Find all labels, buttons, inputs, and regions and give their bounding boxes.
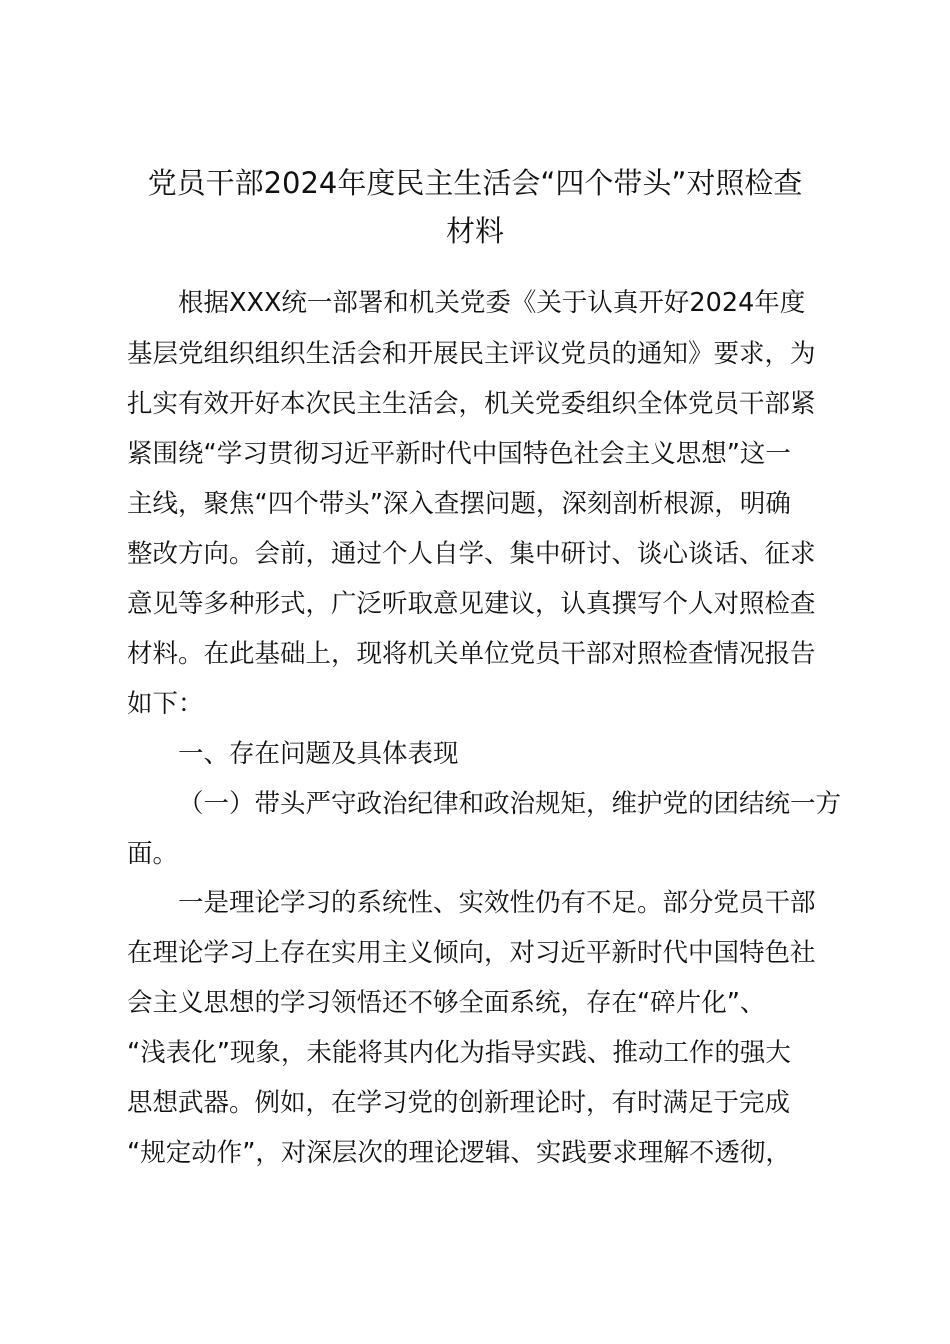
text-line: “浅表化”现象，未能将其内化为指导实践、推动工作的强大 — [127, 1038, 791, 1068]
text-line: 紧围绕“学习贯彻习近平新时代中国特色社会主义思想”这一 — [127, 439, 791, 469]
text-line: 如下： — [127, 689, 204, 719]
text-line: 在理论学习上存在实用主义倾向，对习近平新时代中国特色社 — [127, 938, 816, 968]
text-line: 整改方向。会前，通过个人自学、集中研讨、谈心谈话、征求 — [127, 539, 816, 569]
text-line: 根据XXX统一部署和机关党委《关于认真开好2024年度 — [178, 288, 806, 318]
text-line: 材料。在此基础上，现将机关单位党员干部对照检查情况报告 — [127, 639, 816, 669]
text-line: “规定动作”，对深层次的理论逻辑、实践要求理解不透彻， — [127, 1138, 791, 1168]
document-title-line-1: 党员干部2024年度民主生活会“四个带头”对照检查 — [147, 166, 803, 200]
heading-line: 一、存在问题及具体表现 — [178, 739, 459, 769]
text-line: 扎实有效开好本次民主生活会，机关党委组织全体党员干部紧 — [127, 389, 816, 419]
text-line: （一）带头严守政治纪律和政治规矩，维护党的团结统一方 — [178, 789, 842, 819]
text-line: 主线，聚焦“四个带头”深入查摆问题，深刻剖析根源，明确 — [127, 489, 791, 519]
text-line: 面。 — [127, 839, 179, 869]
text-line: 会主义思想的学习领悟还不够全面系统，存在“碎片化”、 — [127, 988, 766, 1018]
document-title-line-2: 材料 — [445, 214, 504, 248]
text-line: 意见等多种形式，广泛听取意见建议，认真撰写个人对照检查 — [127, 589, 816, 619]
text-line: 基层党组织组织生活会和开展民主评议党员的通知》要求，为 — [127, 339, 816, 369]
text-line: 思想武器。例如，在学习党的创新理论时，有时满足于完成 — [127, 1088, 791, 1118]
text-line: 一是理论学习的系统性、实效性仍有不足。部分党员干部 — [178, 888, 816, 918]
